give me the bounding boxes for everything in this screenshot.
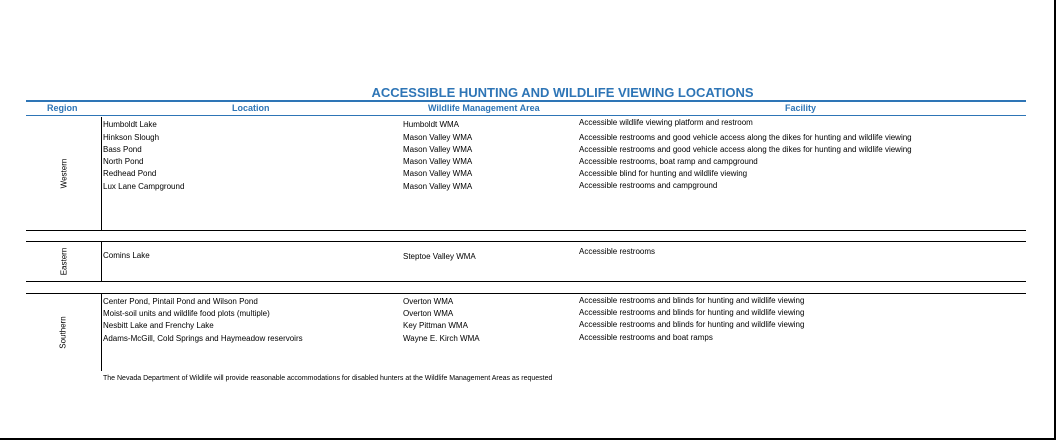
- cell-wma: Mason Valley WMA: [403, 169, 473, 178]
- region-block-southern: [26, 293, 1026, 371]
- region-label-western: Western: [58, 158, 68, 189]
- cell-facility: Accessible restrooms and blinds for hunting and wildlife viewing: [579, 320, 805, 329]
- header-underline: [26, 115, 1026, 116]
- block-bottom-rule: [26, 230, 1026, 231]
- cell-location: Humboldt Lake: [103, 120, 157, 129]
- cell-wma: Overton WMA: [403, 297, 454, 306]
- cell-facility: Accessible restrooms and campground: [579, 181, 718, 190]
- cell-facility: Accessible restrooms, boat ramp and campground: [579, 157, 758, 166]
- cell-wma: Key Pittman WMA: [403, 321, 468, 330]
- header-rule: [26, 100, 1026, 102]
- region-divider: [101, 241, 102, 282]
- column-header-region: Region: [47, 103, 78, 113]
- cell-location: Lux Lane Campground: [103, 182, 185, 191]
- cell-wma: Humboldt WMA: [403, 120, 460, 129]
- cell-wma: Mason Valley WMA: [403, 133, 473, 142]
- page-title: ACCESSIBLE HUNTING AND WILDLIFE VIEWING LOCATIONS: [371, 85, 754, 100]
- cell-wma: Overton WMA: [403, 309, 454, 318]
- cell-wma: Steptoe Valley WMA: [403, 252, 476, 261]
- cell-facility: Accessible restrooms: [579, 247, 656, 256]
- cell-facility: Accessible blind for hunting and wildlife viewing: [579, 169, 748, 178]
- block-bottom-rule: [26, 281, 1026, 282]
- region-divider: [101, 117, 102, 230]
- cell-facility: Accessible restrooms and good vehicle access along the dikes for hunting and wildlife viewing: [579, 133, 912, 142]
- cell-location: Center Pond, Pintail Pond and Wilson Pond: [103, 297, 258, 306]
- cell-facility: Accessible restrooms and boat ramps: [579, 333, 713, 342]
- cell-location: Redhead Pond: [103, 169, 157, 178]
- column-header-location: Location: [232, 103, 270, 113]
- cell-wma: Mason Valley WMA: [403, 182, 473, 191]
- cell-wma: Mason Valley WMA: [403, 157, 473, 166]
- region-block-eastern: [26, 241, 1026, 283]
- region-label-southern: Southern: [59, 315, 68, 349]
- block-top-rule: [26, 241, 1026, 242]
- cell-wma: Wayne E. Kirch WMA: [403, 334, 480, 343]
- cell-location: Bass Pond: [103, 145, 142, 154]
- cell-facility: Accessible restrooms and blinds for hunting and wildlife viewing: [579, 308, 805, 317]
- cell-location: Comins Lake: [103, 251, 150, 260]
- footnote: The Nevada Department of Wildlife will provide reasonable accommodations for disabled hunters at the Wildlife Management Areas as requested: [103, 375, 553, 382]
- cell-facility: Accessible restrooms and good vehicle access along the dikes for hunting and wildlife viewing: [579, 145, 912, 154]
- cell-location: Adams-McGill, Cold Springs and Haymeadow reservoirs: [103, 334, 303, 343]
- block-top-rule: [26, 293, 1026, 294]
- cell-location: North Pond: [103, 157, 144, 166]
- cell-location: Hinkson Slough: [103, 133, 160, 142]
- region-label-eastern: Eastern: [58, 247, 68, 275]
- cell-facility: Accessible wildlife viewing platform and restroom: [579, 118, 753, 127]
- region-block-western: [26, 117, 1026, 232]
- cell-location: Moist-soil units and wildlife food plots (multiple): [103, 309, 270, 318]
- cell-location: Nesbitt Lake and Frenchy Lake: [103, 321, 214, 330]
- cell-wma: Mason Valley WMA: [403, 145, 473, 154]
- column-header-facility: Facility: [785, 103, 817, 113]
- region-divider: [101, 293, 102, 371]
- cell-facility: Accessible restrooms and blinds for hunting and wildlife viewing: [579, 296, 805, 305]
- column-header-wma: Wildlife Management Area: [428, 103, 540, 113]
